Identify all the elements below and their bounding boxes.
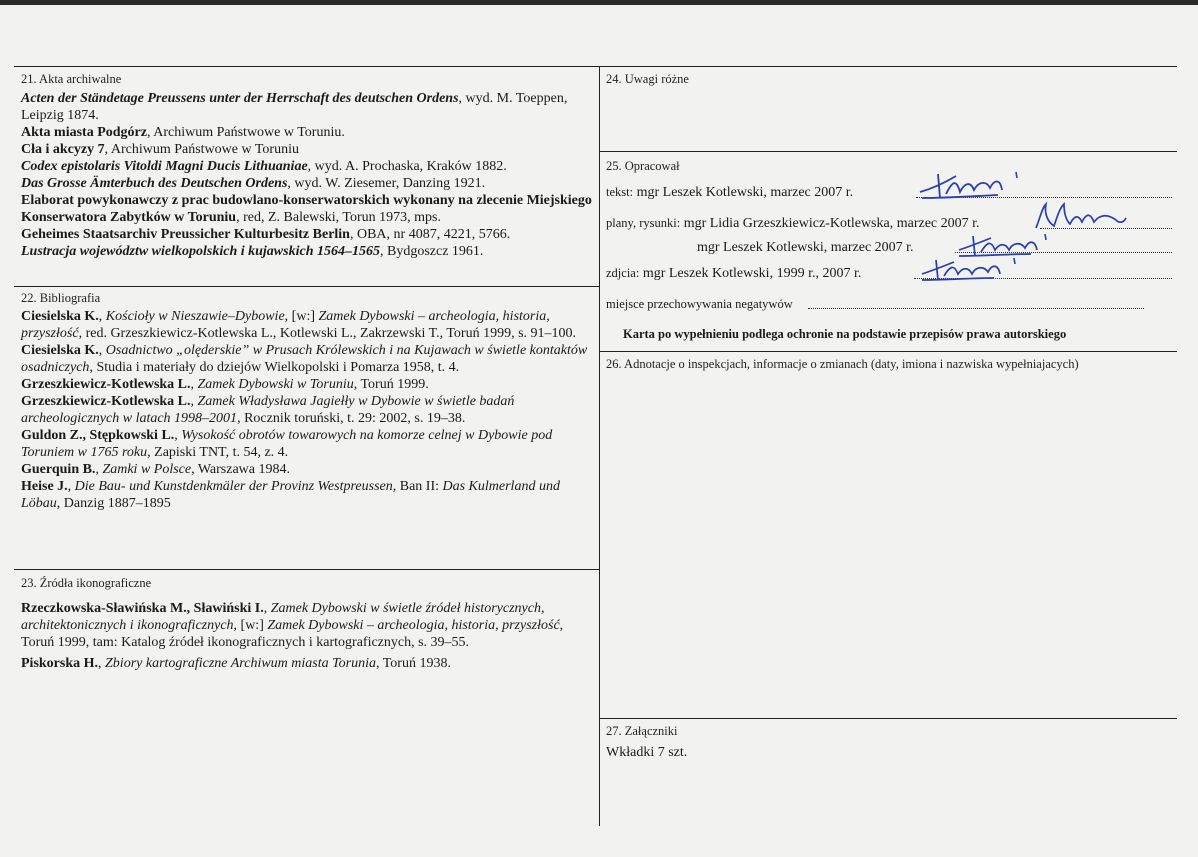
reference-title: Kościoły w Nieszawie–Dybowie: [105, 309, 285, 324]
negatives-storage-row: [606, 296, 793, 313]
section-title: 25. Opracował: [606, 159, 680, 173]
reference-author: Piskorska H.: [21, 656, 99, 671]
column-divider: [599, 66, 600, 826]
entry-title: Acten der Ständetage Preussens unter der Herrschaft des deutschen Ordens: [21, 91, 459, 106]
reference-author: Rzeczkowska-Sławińska M., Sławiński I.: [21, 601, 264, 616]
reference-entry: [21, 478, 594, 512]
divider-25-26: [599, 351, 1177, 352]
row-label: tekst:: [606, 185, 634, 199]
negatives-label: miejsce przechowywania negatywów: [606, 297, 793, 311]
row-value: mgr Leszek Kotlewski, marzec 2007 r.: [636, 185, 854, 200]
entry-title: Lustracja województw wielkopolskich i kujawskich 1564–1565: [21, 244, 380, 259]
archival-entry: [21, 175, 594, 192]
entry-details: , red, Z. Balewski, Torun 1973, mps.: [236, 210, 441, 225]
archival-entry: [21, 243, 594, 260]
archival-entry: [21, 124, 594, 141]
prepared-row-text: [606, 184, 853, 201]
reference-separator: ,: [98, 309, 106, 324]
reference-separator: ,: [67, 479, 75, 494]
reference-publication: , red. Grzeszkiewicz-Kotlewska L., Kotlewski L., Zakrzewski T., Toruń 1999, s. 91–100.: [78, 326, 577, 341]
reference-title: Zamek Dybowski w świetle źródeł historycznych, architektonicznych i ikonograficznych: [21, 601, 545, 633]
entry-details: , wyd. W. Ziesemer, Danzing 1921.: [287, 176, 486, 191]
reference-details: , [w:]: [233, 618, 268, 633]
section-title: 27. Załączniki: [606, 724, 678, 738]
archival-entry: [21, 226, 594, 243]
divider-top-right: [599, 66, 1177, 67]
archival-entry: [21, 141, 594, 158]
reference-title: Zamek Władysława Jagiełły w Dybowie w świetle badań archeologicznych w latach 1998–2001: [21, 394, 515, 426]
reference-author: Heise J.: [21, 479, 68, 494]
reference-publication: , Danzig 1887–1895: [56, 496, 171, 511]
copyright-notice: Karta po wypełnieniu podlega ochronie na podstawie przepisów prawa autorskiego: [623, 327, 1067, 341]
section-25-prepared-by: [606, 159, 1171, 174]
reference-details: , [w:]: [284, 309, 319, 324]
reference-details: , Rocznik toruński, t. 29: 2002, s. 19–38.: [237, 411, 466, 426]
reference-details: , Warszawa 1984.: [191, 462, 291, 477]
entry-details: , Bydgoszcz 1961.: [379, 244, 484, 259]
entry-title: Elaborat powykonawczy z prac budowlano-konserwatorskich wykonany na zlecenie Miejskiego Konserwatora Zabytków w Toruniu: [21, 193, 592, 225]
section-title: 24. Uwagi różne: [606, 72, 689, 86]
section-27-attachments: [606, 724, 1171, 761]
reference-entry: [21, 461, 594, 478]
reference-entry: [21, 308, 594, 342]
iconographic-entries: [21, 600, 594, 672]
entry-details: , wyd. A. Prochaska, Kraków 1882.: [307, 159, 507, 174]
reference-details: , Toruń 1999.: [353, 377, 429, 392]
reference-title: Zbiory kartograficzne Archiwum miasta Torunia: [105, 656, 376, 671]
reference-entry: [21, 342, 594, 376]
entry-title: Akta miasta Podgórz: [21, 125, 147, 140]
signature-lidia-grzeszkiewicz-kotlewska: [1030, 200, 1130, 234]
reference-separator: ,: [190, 377, 198, 392]
reference-details: , Toruń 1938.: [375, 656, 451, 671]
row-label: zdjcia:: [606, 266, 640, 280]
reference-entry: [21, 427, 594, 461]
reference-author: Grzeszkiewicz-Kotlewska L.: [21, 394, 191, 409]
reference-separator: ,: [98, 656, 106, 671]
prepared-row-photos: [606, 265, 861, 282]
archival-entries: [21, 90, 594, 260]
reference-title: Zamki w Polsce: [102, 462, 192, 477]
row-value: mgr Lidia Grzeszkiewicz-Kotlewska, marzec 2007 r.: [683, 216, 980, 231]
reference-author: Guerquin B.: [21, 462, 96, 477]
row-value: mgr Leszek Kotlewski, 1999 r., 2007 r.: [642, 266, 862, 281]
reference-entry: [21, 655, 594, 672]
reference-subtitle: Zamek Dybowski – archeologia, historia, przyszłość: [21, 309, 550, 341]
entry-details: , OBA, nr 4087, 4221, 5766.: [349, 227, 511, 242]
reference-author: Guldon Z., Stępkowski L.: [21, 428, 175, 443]
scan-edge: [0, 0, 1198, 5]
divider-top-left: [14, 66, 599, 67]
section-21-archival-records: [21, 72, 594, 260]
archival-entry: [21, 158, 594, 175]
reference-separator: ,: [190, 394, 198, 409]
reference-title: Zamek Dybowski w Toruniu: [197, 377, 354, 392]
reference-author: Ciesielska K.: [21, 309, 99, 324]
archival-entry: [21, 90, 594, 124]
section-23-iconographic-sources: [21, 576, 594, 672]
reference-separator: ,: [263, 601, 271, 616]
reference-subtitle: Das Kulmerland und Löbau: [21, 479, 560, 511]
section-title: 21. Akta archiwalne: [21, 72, 122, 86]
entry-details: , wyd. M. Toeppen, Leipzig 1874.: [21, 91, 568, 123]
reference-title: Die Bau- und Kunstdenkmäler der Provinz Westpreussen: [74, 479, 393, 494]
attachments-content: Wkładki 7 szt.: [606, 745, 688, 760]
bibliography-entries: [21, 308, 594, 512]
prepared-row-plans: [606, 215, 980, 232]
reference-title: Wysokość obrotów towarowych na komorze celnej w Dybowie pod Toruniem w 1765 roku: [21, 428, 553, 460]
prepared-row-plans-2: [697, 239, 914, 256]
divider-26-27: [599, 718, 1177, 719]
divider-22-23: [14, 569, 599, 570]
reference-title: Osadnictwo „olęderskie” w Prusach Królewskich i na Kujawach w świetle kontaktów osadniczych: [21, 343, 588, 375]
section-title: 26. Adnotacje o inspekcjach, informacje o zmianach (daty, imiona i nazwiska wypełniajacych): [606, 357, 1079, 371]
reference-separator: ,: [95, 462, 103, 477]
section-24-remarks: [606, 72, 1171, 87]
reference-details: , Zapiski TNT, t. 54, z. 4.: [147, 445, 289, 460]
reference-entry: [21, 376, 594, 393]
reference-entry: [21, 393, 594, 427]
dotted-line: [808, 308, 1144, 309]
divider-21-22: [14, 286, 599, 287]
entry-title: Das Grosse Ämterbuch des Deutschen Ordens: [21, 176, 288, 191]
reference-subtitle: Zamek Dybowski – archeologia, historia, przyszłość: [267, 618, 560, 633]
row-value: mgr Leszek Kotlewski, marzec 2007 r.: [697, 240, 914, 255]
reference-details: , Studia i materiały do dziejów Wielkopolski i Pomarza 1958, t. 4.: [89, 360, 460, 375]
row-label: plany, rysunki:: [606, 216, 681, 230]
reference-details: , Ban II:: [392, 479, 443, 494]
reference-author: Ciesielska K.: [21, 343, 99, 358]
reference-author: Grzeszkiewicz-Kotlewska L.: [21, 377, 191, 392]
entry-title: Cła i akcyzy 7: [21, 142, 105, 157]
reference-separator: ,: [98, 343, 106, 358]
reference-publication: , Toruń 1999, tam: Katalog źródeł ikonograficznych i kartograficznych, s. 39–55.: [21, 618, 564, 650]
reference-entry: [21, 600, 594, 651]
entry-title: Codex epistolaris Vitoldi Magni Ducis Lithuaniae: [21, 159, 308, 174]
section-22-bibliography: [21, 291, 594, 512]
section-title: 22. Bibliografia: [21, 291, 101, 305]
section-title: 23. Źródła ikonograficzne: [21, 576, 152, 590]
reference-separator: ,: [174, 428, 182, 443]
archival-entry: [21, 192, 594, 226]
entry-details: , Archiwum Państwowe w Toruniu: [104, 142, 299, 157]
signature-leszek-kotlewski: [918, 254, 1022, 284]
divider-24-25: [599, 151, 1177, 152]
entry-title: Geheimes Staatsarchiv Preussicher Kulturbesitz Berlin: [21, 227, 350, 242]
signature-leszek-kotlewski: [916, 168, 1028, 202]
entry-details: , Archiwum Państwowe w Toruniu.: [147, 125, 345, 140]
section-26-annotations: [606, 357, 1171, 372]
